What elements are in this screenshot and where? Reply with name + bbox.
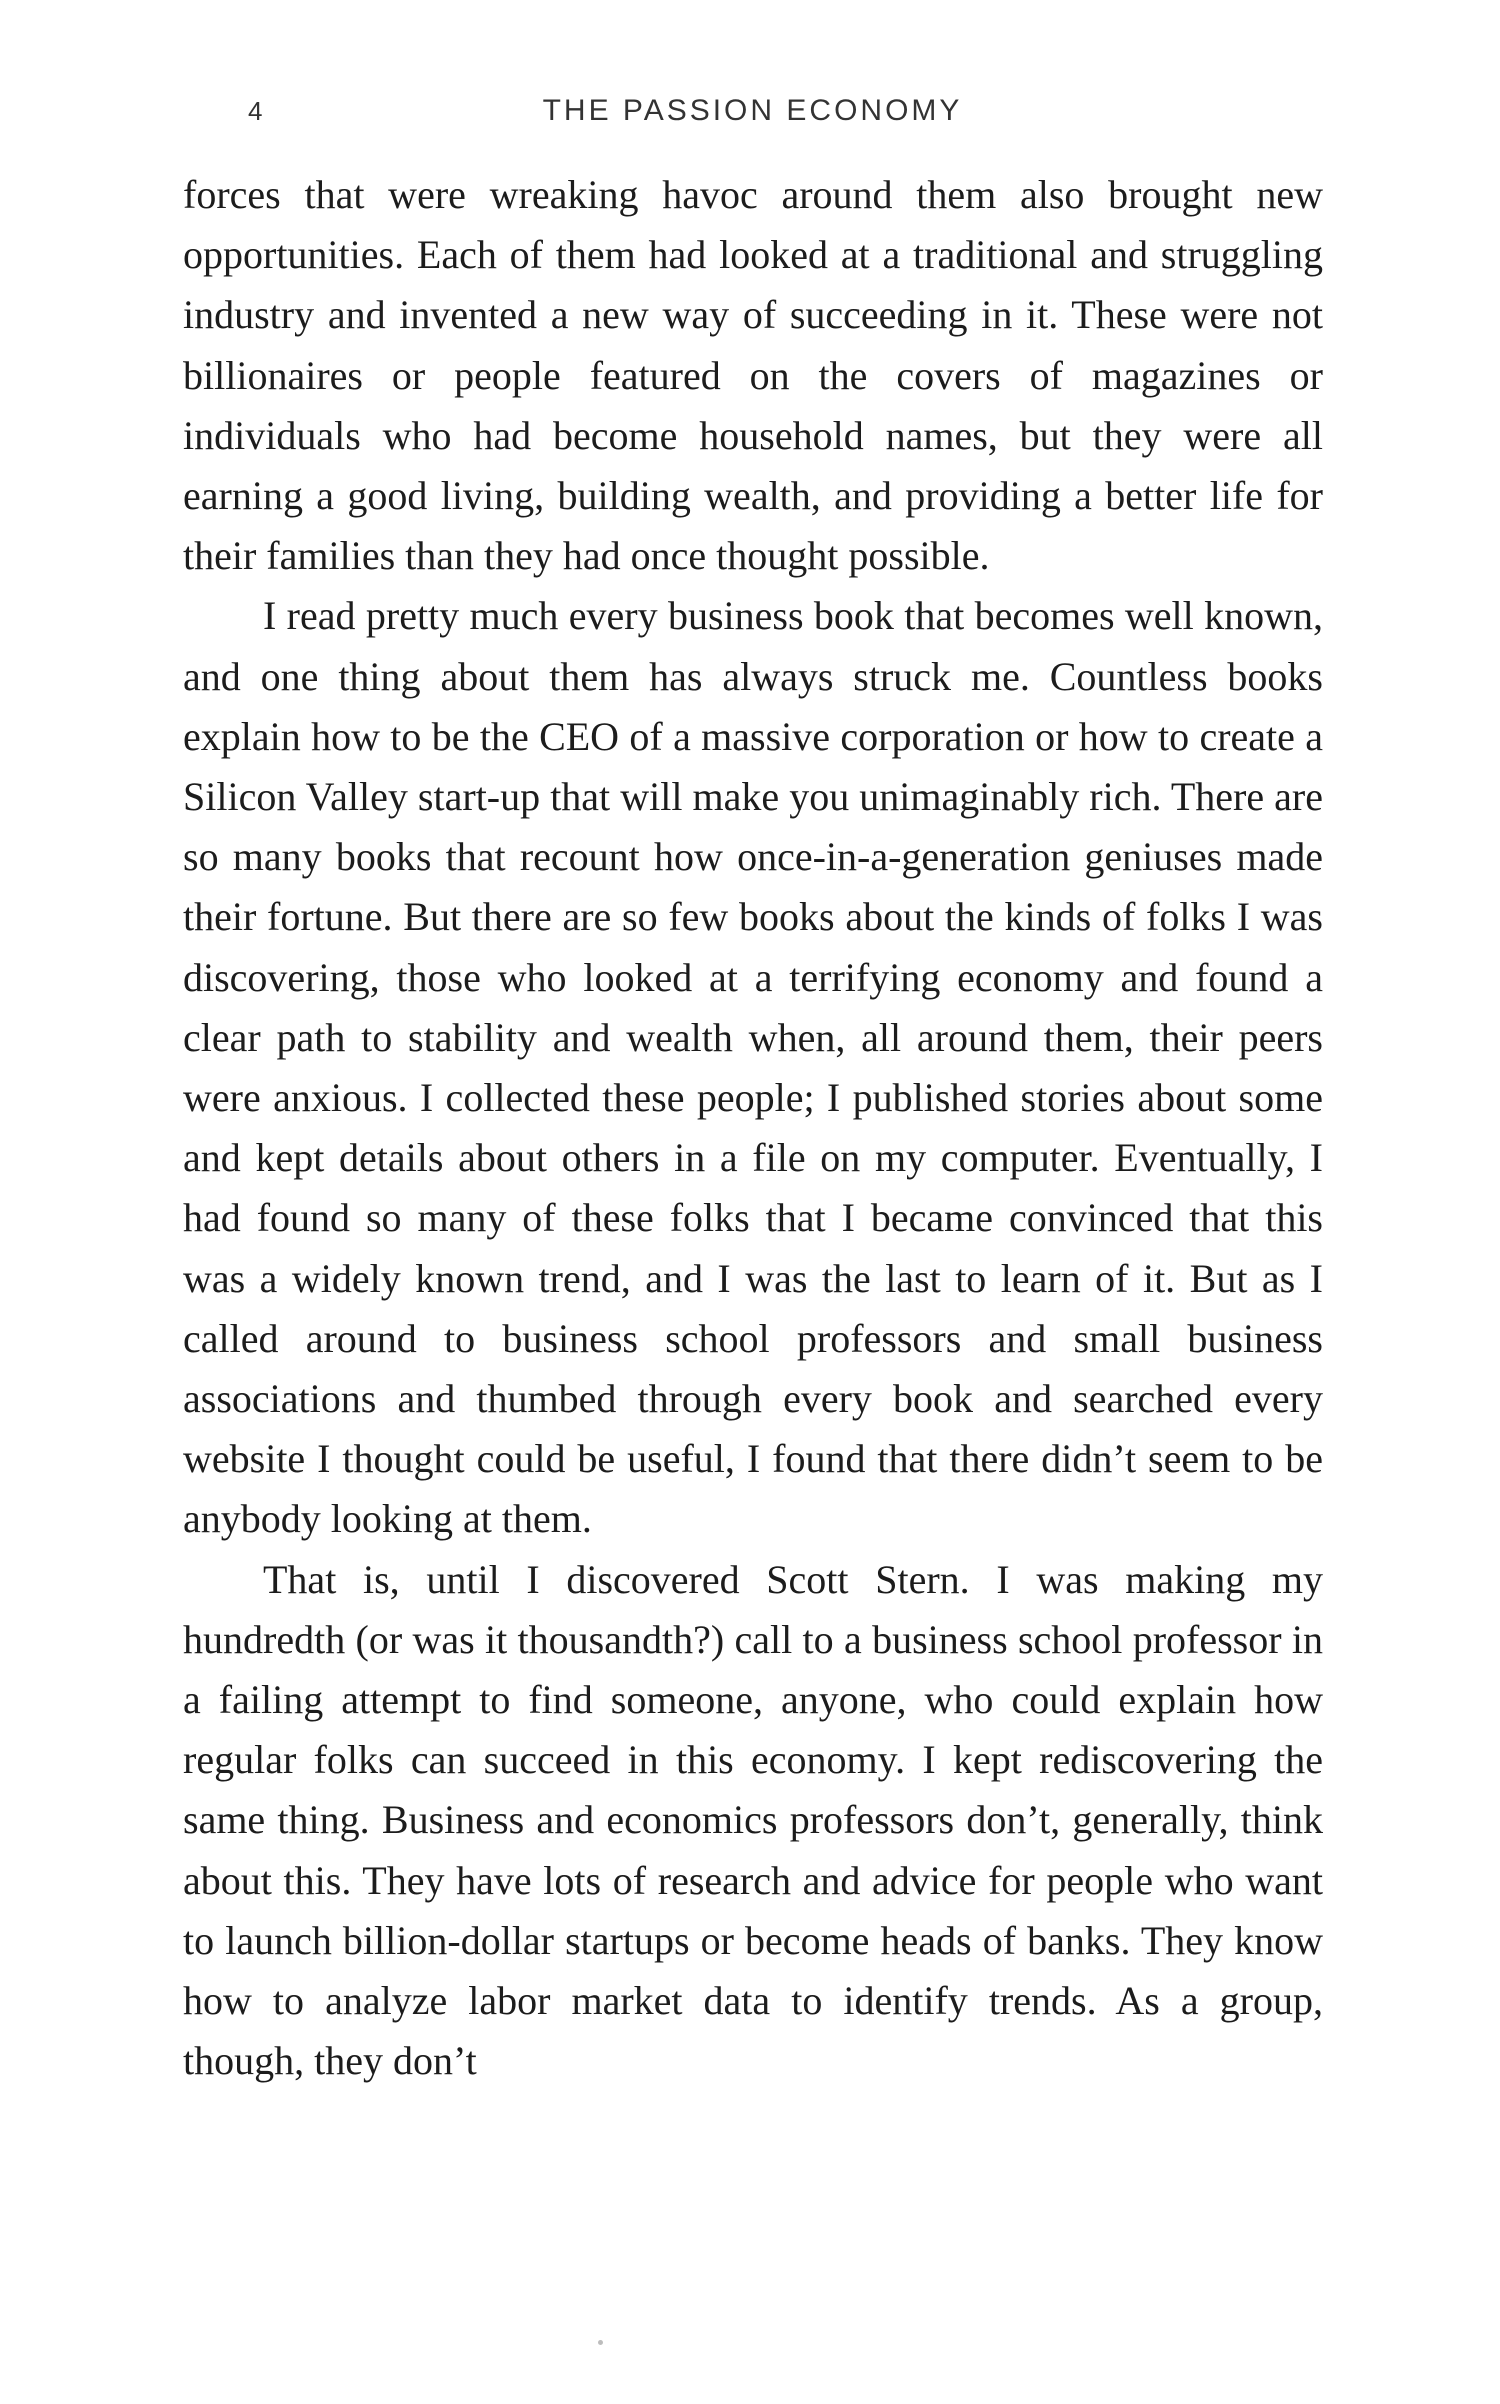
body-text bbox=[183, 165, 1323, 2092]
book-title: THE PASSION ECONOMY bbox=[542, 94, 963, 127]
running-header bbox=[180, 86, 1325, 136]
paragraph-3: That is, until I discovered Scott Stern. I was making my hundredth (or was it thousandth?) call to a business school professor in a failing attempt to find someone, anyone, who could explain how regular folks can succeed in this economy. I kept rediscovering the same thing. Business and economics professors don’t, generally, think about this. They have lots of research and advice for people who want to launch billion-dollar startups or become heads of banks. They know how to analyze labor market data to identify trends. As a group, though, they don’t bbox=[183, 1556, 1323, 2084]
page-speck bbox=[598, 2340, 603, 2345]
page-number: 4 bbox=[248, 96, 263, 126]
paragraph-2: I read pretty much every business book that becomes well known, and one thing about them has always struck me. Countless books explain how to be the CEO of a massive corporation or how to create a Silicon Valley start-up that will make you unimaginably rich. There are so many books that recount how once-in-a-generation geniuses made their fortune. But there are so few books about the kinds of folks I was discovering, those who looked at a terrifying economy and found a clear path to stability and wealth when, all around them, their peers were anxious. I collected these people; I published stories about some and kept details about others in a file on my computer. Eventually, I had found so many of these folks that I became convinced that this was a widely known trend, and I was the last to learn of it. But as I called around to business school professors and small business associations and thumbed through every book and searched every website I thought could be useful, I found that there didn’t seem to be anybody looking at them. bbox=[183, 593, 1323, 1542]
paragraph-1: forces that were wreaking havoc around them also brought new opportunities. Each of them had looked at a traditional and struggling industry and invented a new way of succeeding in it. These were not billionaires or people featured on the covers of magazines or individuals who had become household names, but they were all earning a good living, building wealth, and providing a better life for their families than they had once thought possible. bbox=[183, 172, 1323, 579]
